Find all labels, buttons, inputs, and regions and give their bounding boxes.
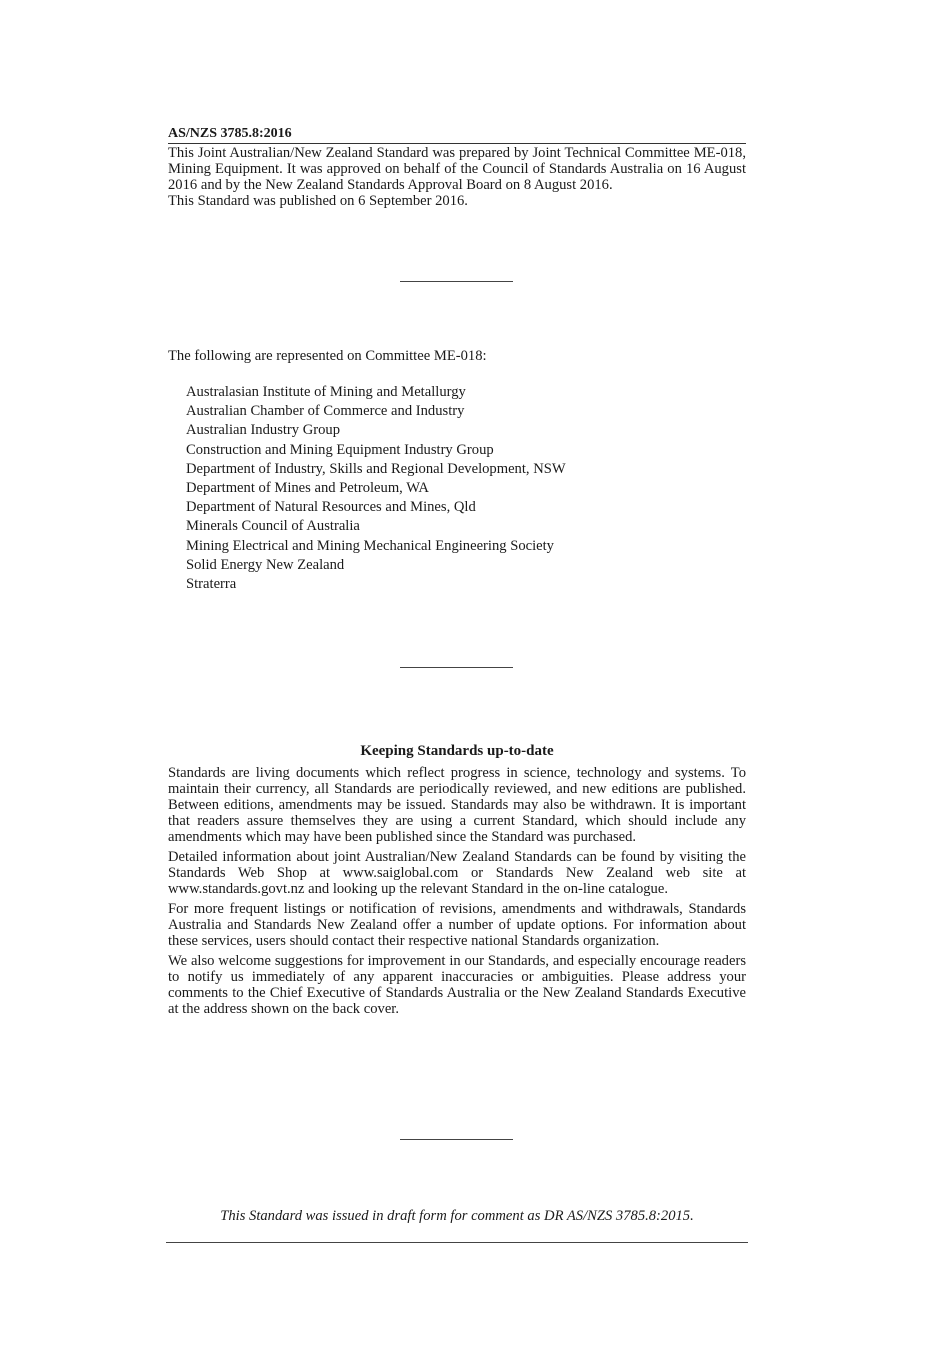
committee-member-list	[186, 383, 566, 594]
separator-rule	[400, 1139, 513, 1140]
keeping-body	[168, 765, 746, 1021]
committee-member: Department of Industry, Skills and Regional Development, NSW	[186, 460, 566, 477]
committee-member: Minerals Council of Australia	[186, 518, 360, 535]
draft-note: This Standard was issued in draft form for comment as DR AS/NZS 3785.8:2015.	[220, 1208, 694, 1224]
body-paragraph: For more frequent listings or notification of revisions, amendments and withdrawals, Standards Australia and Standards New Zealand offer a number of update options. For information about these services, users should contact their respective national Standards organization.	[168, 901, 746, 949]
committee-member: Department of Mines and Petroleum, WA	[186, 480, 429, 497]
separator-rule	[400, 667, 513, 668]
committee-member: Australasian Institute of Mining and Metallurgy	[186, 384, 466, 400]
body-paragraph: We also welcome suggestions for improvement in our Standards, and especially encourage readers to notify us immediately of any apparent inaccuracies or ambiguities. Please address your comments to the Chief Executive of Standards Australia or the New Zealand Standards Executive at the address shown on the back cover.	[168, 953, 746, 1017]
publication-date: This Standard was published on 6 September 2016.	[168, 193, 468, 209]
header-rule	[168, 143, 746, 144]
separator-rule	[400, 281, 513, 282]
committee-member: Australian Industry Group	[186, 422, 341, 439]
committee-intro: The following are represented on Committee ME-018:	[168, 348, 487, 364]
preparation-block	[168, 145, 746, 209]
preparation-paragraph: This Joint Australian/New Zealand Standard was prepared by Joint Technical Committee ME-018, Mining Equipment. It was approved on behalf of the Council of Standards Australia on 16 August 2016 and by the New Zealand Standards Approval Board on 8 August 2016.	[168, 145, 746, 193]
body-paragraph: Standards are living documents which reflect progress in science, technology and systems. To maintain their currency, all Standards are periodically reviewed, and new editions are published. Between editions, amendments may be issued. Standards may also be withdrawn. It is important that readers assure themselves they are using a current Standard, which should include any amendments which may have been published since the Standard was purchased.	[168, 765, 746, 845]
committee-member: Straterra	[186, 576, 237, 593]
committee-member: Department of Natural Resources and Mines, Qld	[186, 499, 476, 516]
standard-id: AS/NZS 3785.8:2016	[168, 126, 292, 141]
committee-member: Construction and Mining Equipment Industry Group	[186, 441, 494, 458]
committee-member: Solid Energy New Zealand	[186, 556, 345, 573]
section-heading: Keeping Standards up-to-date	[360, 743, 554, 759]
body-paragraph: Detailed information about joint Australian/New Zealand Standards can be found by visiting the Standards Web Shop at www.saiglobal.com or Standards New Zealand web site at www.standards.govt.nz and looking up the relevant Standard in the on-line catalogue.	[168, 849, 746, 897]
committee-member: Mining Electrical and Mining Mechanical Engineering Society	[186, 537, 554, 554]
committee-member: Australian Chamber of Commerce and Industry	[186, 403, 465, 420]
footer-rule	[166, 1242, 748, 1243]
